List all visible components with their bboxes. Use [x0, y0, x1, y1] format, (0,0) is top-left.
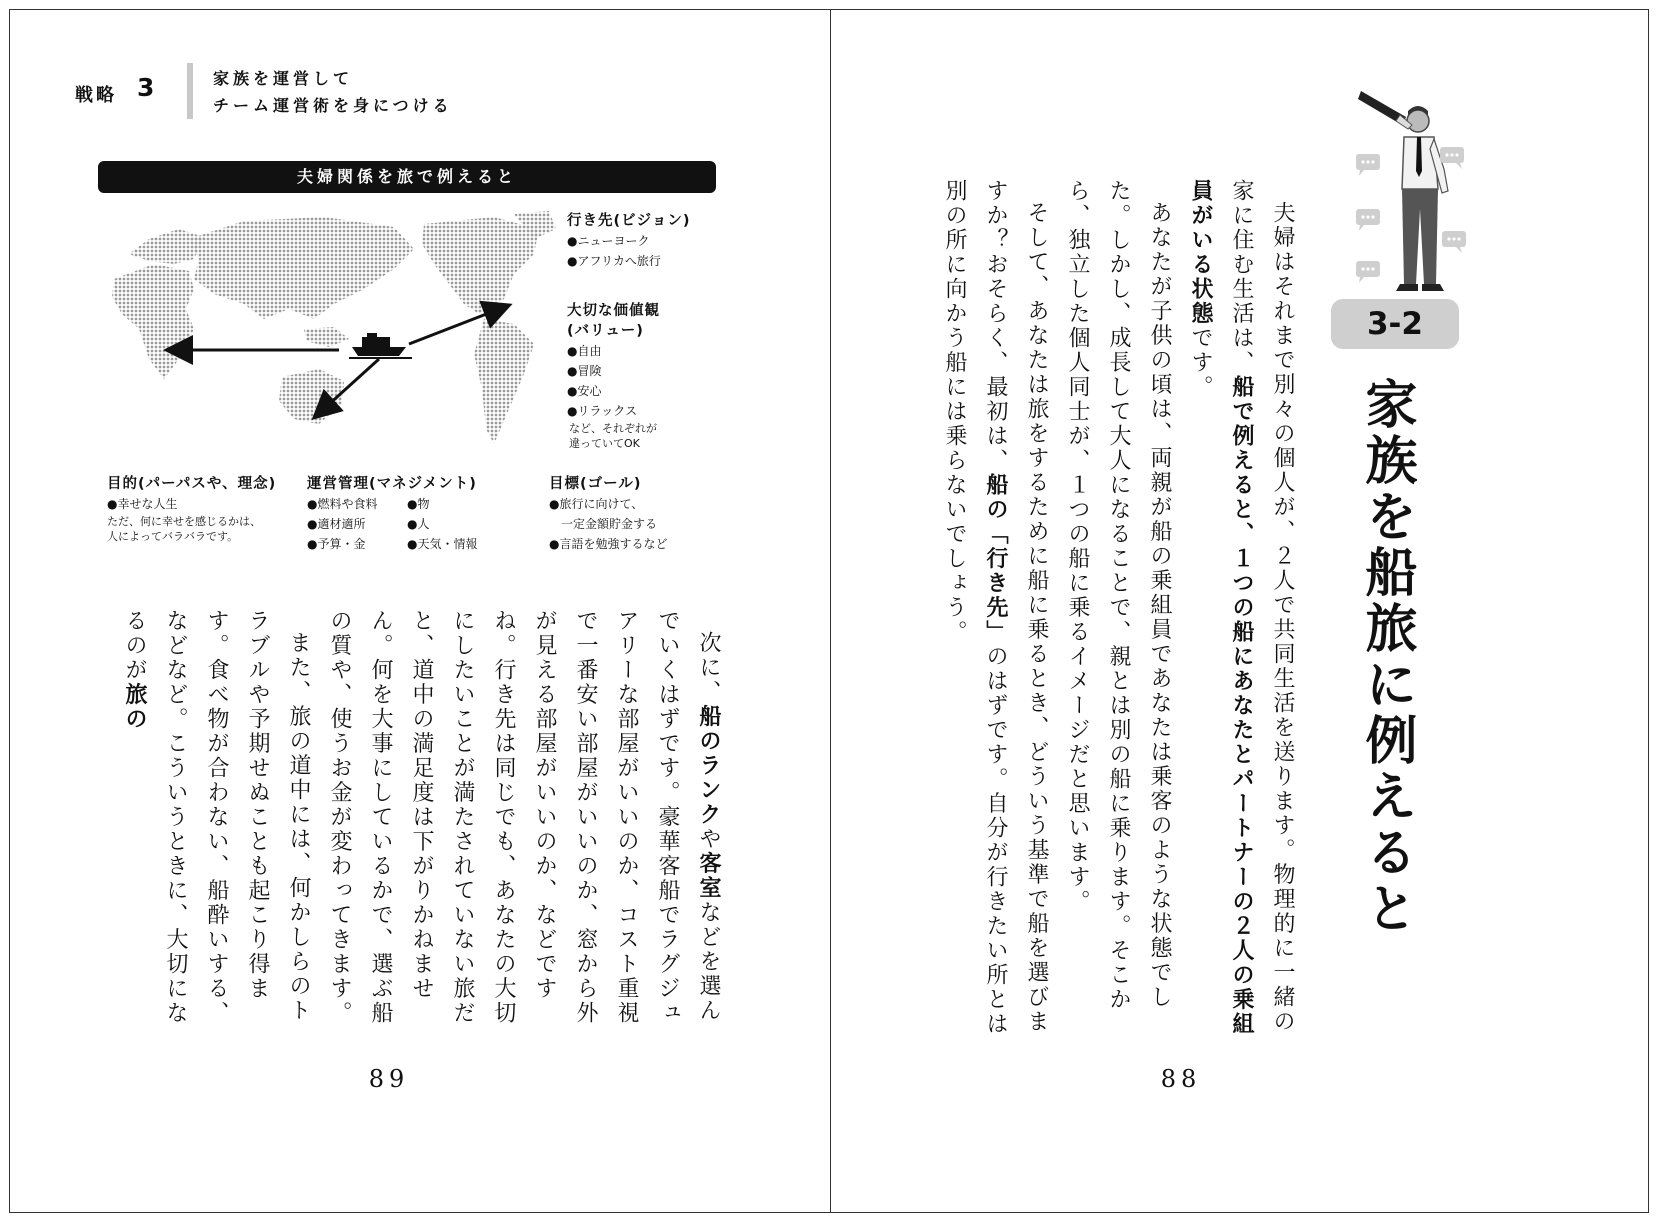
- emphasis: 船のランク: [696, 704, 721, 827]
- chapter-title: [213, 65, 453, 119]
- continents: [112, 211, 556, 444]
- values-item: ●自由: [567, 344, 602, 358]
- purpose-item: ●幸せな人生: [107, 497, 178, 511]
- chapter-label: 戦略: [75, 85, 117, 106]
- africa-landmass: [112, 264, 194, 379]
- north-america-landmass: [422, 217, 539, 314]
- destination-title: 行き先(ビジョン): [567, 213, 691, 229]
- page-number: 88: [1160, 1065, 1202, 1093]
- management-item: ●天気・情報: [407, 537, 478, 551]
- values-title-line1: 大切な価値観: [567, 303, 660, 319]
- values-title-line2: (バリュー): [567, 323, 644, 339]
- destination-label: [567, 211, 690, 271]
- header-divider: [187, 63, 193, 119]
- goal-label: [549, 474, 667, 554]
- se-asia-islands: [304, 327, 349, 347]
- ship-icon: [349, 333, 412, 358]
- management-title: 運営管理(マネジメント): [307, 476, 477, 492]
- figure-title: 夫婦関係を旅で例えると: [98, 161, 716, 193]
- south-america-landmass: [474, 319, 534, 444]
- emphasis: 旅の: [122, 682, 147, 732]
- emphasis: 船の「行き先」: [983, 473, 1008, 645]
- values-note-line2: 違っていてOK: [569, 437, 640, 450]
- right-paragraph: 夫婦はそれまで別々の個人が、２人で共同生活を送ります。物理的に一緒の家に住む生活は、船で例えると、１つの船にあなたとパートナーの２人の乗組員がいる状態です。: [1188, 179, 1295, 1037]
- destination-item: ●ニューヨーク: [567, 234, 650, 248]
- chapter-title-line1: 家族を運営して: [213, 69, 354, 88]
- management-item: ●人: [407, 517, 430, 531]
- right-body-text: [883, 179, 1303, 1039]
- left-body-text: [99, 609, 729, 1029]
- purpose-label: [107, 474, 276, 544]
- right-paragraph: あなたが子供の頃は、両親が船の乗組員であなたは乗客のような状態でした。しかし、成長して大人になることで、親とは別の船に乗ります。そこから、独立した個人同士が、１つの船に乗るイメージだと思います。: [1065, 179, 1172, 1012]
- section-number-badge: 3-2: [1331, 299, 1459, 349]
- chapter-title-line2: チーム運営術を身につける: [213, 96, 453, 115]
- emphasis: 客室: [696, 851, 721, 901]
- purpose-title: 目的(パーパスや、理念): [107, 476, 277, 492]
- goal-title: 目標(ゴール): [549, 476, 642, 492]
- left-paragraph: 次に、船のランクや客室などを選んでいくはずです。豪華客船でラグジュアリーな部屋がいいのか、コスト重視で一番安い部屋がいいのか、窓から外が見える部屋がいいのか、などですね。行き先は同じでも、あなたの大切にしたいことが満たされていない旅だと、道中の満足度は下がりかねません。何を大事にしているかで、選ぶ船の質や、使うお金が変わってきます。: [327, 609, 721, 1026]
- management-item: ●適材適所: [307, 517, 366, 531]
- goal-item: ●旅行に向けて、: [549, 497, 644, 511]
- values-label: [567, 301, 660, 451]
- right-page: [831, 9, 1649, 1213]
- emphasis: 船で例えると、１つの船にあなたとパートナーの２人の乗組員がいる状態: [1188, 179, 1254, 1037]
- values-item: ●安心: [567, 384, 602, 398]
- australia-landmass: [279, 369, 344, 424]
- goal-item-continued: 一定金額貯金する: [561, 517, 658, 531]
- values-note-line1: など、それぞれが: [569, 422, 657, 435]
- asia-landmass: [189, 217, 414, 319]
- world-map-figure: [94, 209, 564, 469]
- chapter-number: 3: [137, 73, 155, 102]
- destination-item: ●アフリカへ旅行: [567, 254, 661, 268]
- management-label: [307, 474, 497, 554]
- goal-item: ●言語を勉強するなど: [549, 537, 668, 551]
- right-paragraph: そして、あなたは旅をするために船に乗るとき、どういう基準で船を選びますか？おそらく、最初は、船の「行き先」のはずです。自分が行きたい所とは別の所に向かう船には乗らないでしょう。: [942, 179, 1049, 1037]
- person-with-telescope-illustration: [1356, 79, 1466, 299]
- values-item: ●リラックス: [567, 404, 638, 418]
- left-page: [9, 9, 830, 1213]
- management-item: ●予算・金: [307, 537, 366, 551]
- section-title: 家族を船旅に例えると: [1356, 377, 1416, 937]
- purpose-note-line1: ただ、何に幸せを感じるかは、: [107, 515, 261, 528]
- purpose-note-line2: 人によってバラバラです。: [107, 530, 239, 543]
- left-paragraph: また、旅の道中には、何かしらのトラブルや予期せぬことも起こり得ます。食べ物が合わない、船酔いする、などなど。こういうときに、大切になるのが旅の: [122, 609, 311, 1026]
- management-item: ●物: [407, 497, 430, 511]
- management-item: ●燃料や食料: [307, 497, 378, 511]
- values-item: ●冒険: [567, 364, 602, 378]
- page-number: 89: [368, 1065, 410, 1093]
